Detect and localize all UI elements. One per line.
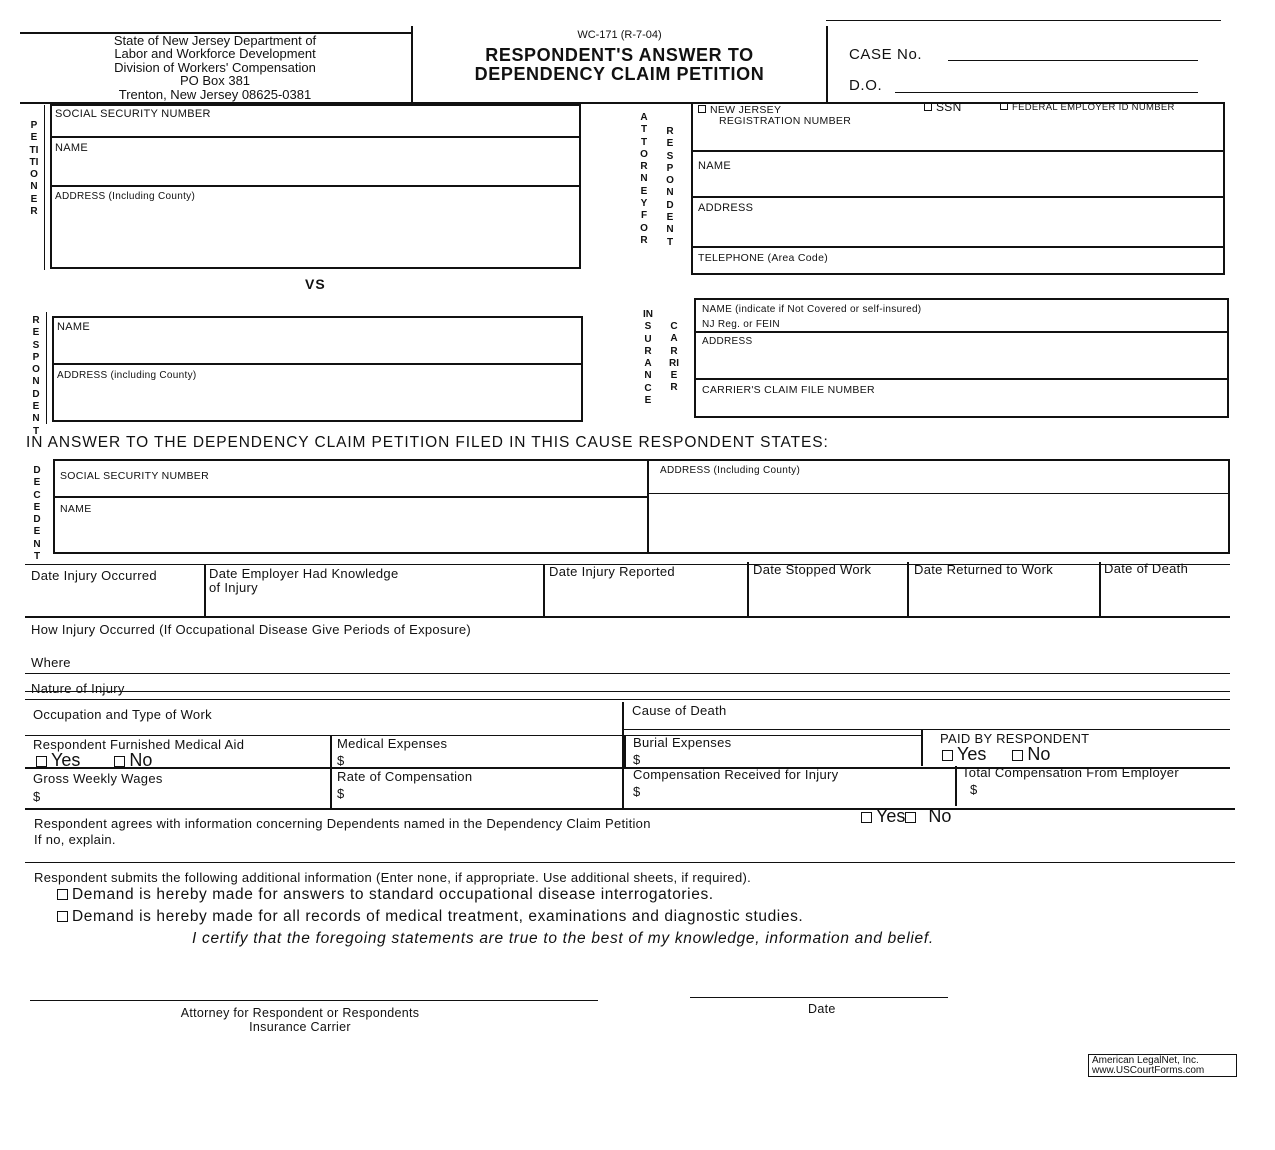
medical-expenses-label: Medical Expenses	[337, 736, 448, 751]
do-field[interactable]	[895, 92, 1198, 93]
attorney-signature-line[interactable]	[30, 1000, 598, 1001]
attorney-signature-label: Attorney for Respondent or Respondents	[180, 1006, 420, 1020]
insurance-name-field[interactable]	[800, 316, 1227, 330]
rate-compensation-currency: $	[337, 786, 345, 801]
date-death-label: Date of Death	[1104, 561, 1189, 576]
how-injury-label: How Injury Occurred (If Occupational Disease Give Periods of Exposure)	[31, 622, 472, 637]
attorney-signature-label-2: Insurance Carrier	[249, 1020, 351, 1034]
dependents-explain-label: If no, explain.	[34, 832, 116, 847]
insurance-side-label-right: CARRIER	[669, 321, 679, 394]
dependents-explain-field[interactable]	[130, 830, 1230, 860]
comp-received-label: Compensation Received for Injury	[633, 767, 839, 782]
attorney-name-label: NAME	[698, 160, 731, 172]
answer-heading: IN ANSWER TO THE DEPENDENCY CLAIM PETITION FILED IN THIS CAUSE RESPONDENT STATES:	[26, 434, 829, 451]
burial-expenses-label: Burial Expenses	[633, 735, 732, 750]
date-injury-occurred-field[interactable]	[27, 588, 202, 614]
nature-injury-label: Nature of Injury	[31, 681, 125, 696]
medical-aid-yes-checkbox[interactable]	[36, 756, 47, 767]
footer-line-2: www.USCourtForms.com	[1092, 1065, 1205, 1076]
dependents-yes-label: Yes	[876, 806, 906, 826]
nj-reg-label-2: REGISTRATION NUMBER	[719, 115, 852, 127]
date-employer-knowledge-label-2: of Injury	[209, 580, 258, 595]
demand-records-checkbox[interactable]	[57, 911, 68, 922]
rate-compensation-field[interactable]	[350, 784, 618, 804]
petitioner-ssn-field[interactable]	[52, 121, 579, 135]
demand-interrogatories-checkbox[interactable]	[57, 889, 68, 900]
gross-wages-label: Gross Weekly Wages	[33, 771, 163, 786]
total-comp-field[interactable]	[983, 780, 1230, 804]
do-label: D.O.	[849, 77, 883, 94]
cause-death-label: Cause of Death	[632, 703, 727, 718]
date-employer-knowledge-label: Date Employer Had Knowledge	[209, 566, 399, 581]
petitioner-address-label: ADDRESS (Including County)	[55, 191, 196, 202]
additional-intro: Respondent submits the following additional information (Enter none, if appropriate. Use additional sheets, if required).	[34, 870, 752, 885]
insurance-name-label: NAME (indicate if Not Covered or self-insured)	[702, 304, 922, 315]
fein-label: FEDERAL EMPLOYER ID NUMBER	[1012, 102, 1175, 113]
certification-text: I certify that the foregoing statements are true to the best of my knowledge, information and belief.	[192, 930, 934, 947]
date-stopped-work-field[interactable]	[749, 582, 905, 614]
gross-wages-currency: $	[33, 789, 41, 804]
where-field[interactable]	[90, 654, 1230, 672]
insurance-address-field[interactable]	[696, 349, 1227, 376]
form-number: WC-171 (R-7-04)	[577, 29, 662, 41]
date-stopped-work-label: Date Stopped Work	[753, 562, 872, 577]
footer-line-1: American LegalNet, Inc.	[1092, 1055, 1199, 1066]
decedent-ssn-label: SOCIAL SECURITY NUMBER	[60, 470, 209, 482]
date-death-field[interactable]	[1101, 582, 1228, 614]
petitioner-name-label: NAME	[55, 142, 88, 154]
medical-expenses-currency: $	[337, 753, 345, 768]
paid-by-yes-checkbox[interactable]	[942, 750, 953, 761]
agency-line-2: Labor and Workforce Development	[114, 46, 316, 62]
demand-records-label: Demand is hereby made for all records of medical treatment, examinations and diagnostic studies.	[72, 908, 804, 925]
attorney-telephone-label: TELEPHONE (Area Code)	[698, 252, 829, 264]
nj-reg-label: NEW JERSEY	[710, 104, 782, 116]
petitioner-address-field[interactable]	[52, 204, 579, 266]
agency-line-4: PO Box 381	[179, 73, 251, 89]
burial-expenses-currency: $	[633, 752, 641, 767]
attorney-reg-field[interactable]	[693, 128, 1223, 148]
date-employer-knowledge-field[interactable]	[206, 596, 541, 614]
ssn-label: SSN	[936, 100, 962, 114]
decedent-address-label: ADDRESS (Including County)	[660, 465, 801, 476]
agency-line-3: Division of Workers' Compensation	[114, 59, 316, 75]
how-injury-field[interactable]	[31, 638, 1230, 654]
paid-by-yes-label: Yes	[957, 744, 987, 764]
form-title	[412, 46, 827, 84]
petitioner-side-label: PETITIONER	[29, 120, 39, 218]
burial-expenses-field[interactable]	[646, 750, 918, 765]
agency-address	[60, 34, 370, 101]
attorney-side-label-right: RESPONDENT	[666, 126, 674, 248]
insurance-address-label: ADDRESS	[702, 336, 753, 347]
date-signature-label: Date	[808, 1002, 836, 1016]
date-injury-occurred-label: Date Injury Occurred	[31, 568, 157, 583]
date-returned-work-label: Date Returned to Work	[914, 562, 1054, 577]
occupation-label: Occupation and Type of Work	[33, 707, 212, 722]
date-injury-reported-field[interactable]	[545, 584, 745, 614]
insurance-side-label-left: INSURANCE	[643, 309, 653, 407]
agency-line-5: Trenton, New Jersey 08625-0381	[118, 86, 312, 102]
footer-stamp	[1088, 1054, 1237, 1077]
decedent-name-field[interactable]	[55, 516, 645, 552]
decedent-ssn-field[interactable]	[55, 483, 645, 495]
petitioner-ssn-label: SOCIAL SECURITY NUMBER	[55, 108, 211, 120]
ssn-checkbox[interactable]	[924, 103, 932, 111]
medical-aid-yes-label: Yes	[51, 750, 81, 770]
attorney-side-label-left: ATTORNEY FOR	[640, 112, 648, 246]
attorney-name-field[interactable]	[693, 174, 1223, 194]
fein-checkbox[interactable]	[1000, 102, 1008, 110]
nature-injury-field[interactable]	[160, 678, 1230, 698]
decedent-name-label: NAME	[60, 503, 92, 515]
demand-interrogatories-label: Demand is hereby made for answers to standard occupational disease interrogatories.	[72, 886, 714, 903]
form-title-line-1: RESPONDENT'S ANSWER TO	[485, 45, 754, 65]
nj-reg-checkbox[interactable]	[698, 105, 706, 113]
medical-expenses-field[interactable]	[350, 751, 618, 766]
attorney-address-field[interactable]	[693, 216, 1223, 244]
insurance-claim-label: CARRIER'S CLAIM FILE NUMBER	[702, 384, 875, 396]
paid-by-respondent-label: PAID BY RESPONDENT	[940, 731, 1090, 746]
paid-by-no-label: No	[1027, 744, 1051, 764]
total-comp-label: Total Compensation From Employer	[962, 765, 1179, 780]
respondent-side-label: RESPONDENT	[32, 315, 40, 437]
vs-label: VS	[305, 276, 326, 292]
petitioner-name-field[interactable]	[52, 156, 579, 183]
dependents-agree-label: Respondent agrees with information concerning Dependents named in the Dependency Claim Petition	[34, 816, 651, 831]
decedent-address-field[interactable]	[649, 478, 1228, 552]
gross-wages-field[interactable]	[46, 787, 326, 805]
occupation-field[interactable]	[31, 722, 620, 734]
rate-compensation-label: Rate of Compensation	[337, 769, 473, 784]
medical-aid-no-label: No	[129, 750, 153, 770]
attorney-address-label: ADDRESS	[698, 202, 754, 214]
comp-received-currency: $	[633, 784, 641, 799]
insurance-njreg-label: NJ Reg. or FEIN	[702, 319, 780, 330]
dependents-yes-checkbox[interactable]	[861, 812, 872, 823]
decedent-side-label: DECEDENT	[33, 465, 41, 563]
case-no-field[interactable]	[948, 60, 1198, 61]
date-signature-line[interactable]	[690, 997, 948, 998]
where-label: Where	[31, 655, 71, 670]
respondent-address-label: ADDRESS (including County)	[57, 370, 197, 381]
respondent-address-field[interactable]	[54, 383, 581, 420]
total-comp-currency: $	[970, 782, 978, 797]
respondent-name-label: NAME	[57, 321, 90, 333]
dependents-no-checkbox[interactable]	[905, 812, 916, 823]
insurance-claim-field[interactable]	[696, 397, 1227, 416]
date-injury-reported-label: Date Injury Reported	[549, 564, 675, 579]
paid-by-no-checkbox[interactable]	[1012, 750, 1023, 761]
date-returned-work-field[interactable]	[909, 582, 1097, 614]
agency-line-1: State of New Jersey Department of	[113, 33, 317, 48]
medical-aid-no-checkbox[interactable]	[114, 756, 125, 767]
dependents-no-label: No	[928, 806, 952, 826]
medical-aid-label: Respondent Furnished Medical Aid	[33, 737, 245, 752]
case-no-label: CASE No.	[849, 46, 923, 63]
form-title-line-2: DEPENDENCY CLAIM PETITION	[474, 64, 765, 84]
attorney-telephone-field[interactable]	[860, 250, 1223, 272]
comp-received-field[interactable]	[646, 782, 951, 804]
respondent-name-field[interactable]	[54, 335, 581, 361]
